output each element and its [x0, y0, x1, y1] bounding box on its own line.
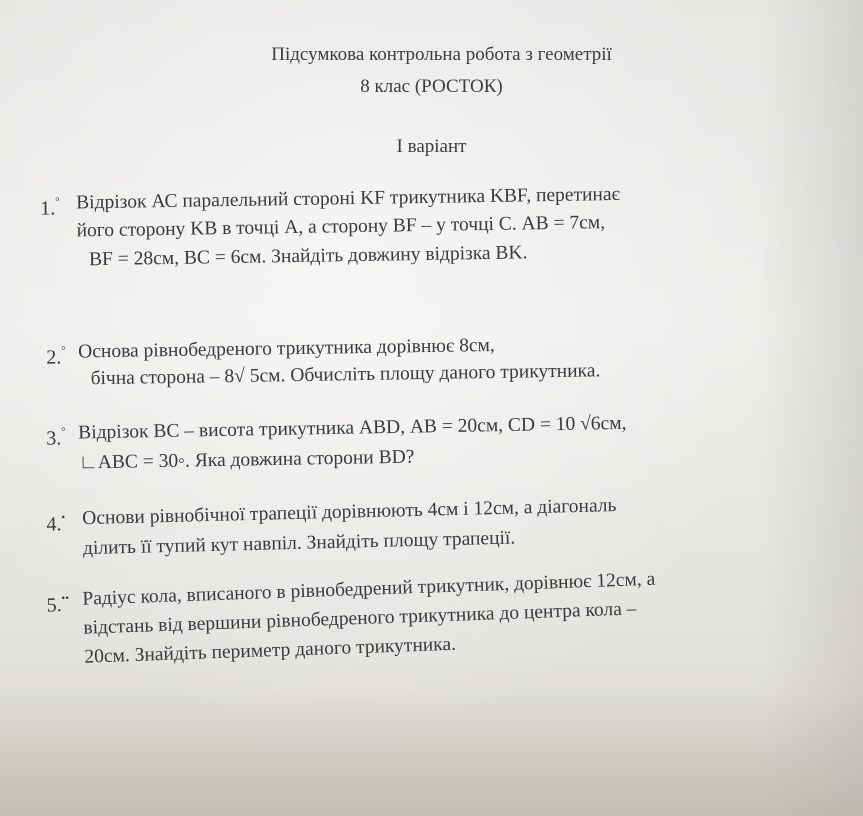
task-line: ∟ABC = 30◦. Яка довжина сторони BD? — [78, 446, 415, 474]
photo-shadow-bottom — [0, 690, 863, 816]
difficulty-mark: ° — [55, 195, 60, 208]
task-line: Радіус кола, вписаного в рівнобедрений трикутник, дорівнює 12см, а — [82, 568, 656, 610]
task-number: 4.• — [46, 511, 66, 536]
task-line: Відрізок АС паралельний стороні KF трикутника KBF, перетинає — [76, 183, 621, 214]
document-title: Підсумкова контрольна робота з геометрії — [271, 44, 612, 65]
task-line: Основа рівнобедреного трикутника дорівнює 8см, — [78, 334, 495, 363]
difficulty-mark: • — [61, 511, 66, 524]
task-line: його сторону KB в точці А, а сторону BF – у точці С. АВ = 7см, — [76, 212, 606, 242]
task-number: 2.° — [46, 344, 66, 369]
difficulty-mark: •• — [61, 592, 70, 605]
task-line: відстань від вершини рівнобедреного трикутника до центра кола – — [83, 598, 637, 639]
difficulty-mark: ° — [61, 425, 66, 438]
difficulty-mark: ° — [61, 344, 66, 357]
task-line: Відрізок ВС – висота трикутника ABD, АВ = 20см, CD = 10 √6см, — [78, 412, 627, 444]
task-number: 5.•• — [46, 592, 70, 617]
photo-shadow-right — [760, 0, 863, 816]
variant-label: І варіант — [396, 136, 467, 157]
task-number: 3.° — [46, 425, 66, 450]
task-line: 20см. Знайдіть периметр даного трикутника. — [84, 633, 457, 668]
task-number: 1.° — [40, 195, 60, 220]
document-grade: 8 клас (РОСТОК) — [360, 76, 503, 97]
task-line: BF = 28см, ВС = 6см. Знайдіть довжину відрізка ВK. — [88, 242, 528, 271]
task-line: бічна сторона – 8√ 5см. Обчисліть площу даного трикутника. — [90, 360, 601, 390]
task-line: Основи рівнобічної трапеції дорівнюють 4см і 12см, а діагональ — [82, 495, 617, 530]
task-line: ділить її тупий кут навпіл. Знайдіть площу трапеції. — [82, 527, 516, 560]
